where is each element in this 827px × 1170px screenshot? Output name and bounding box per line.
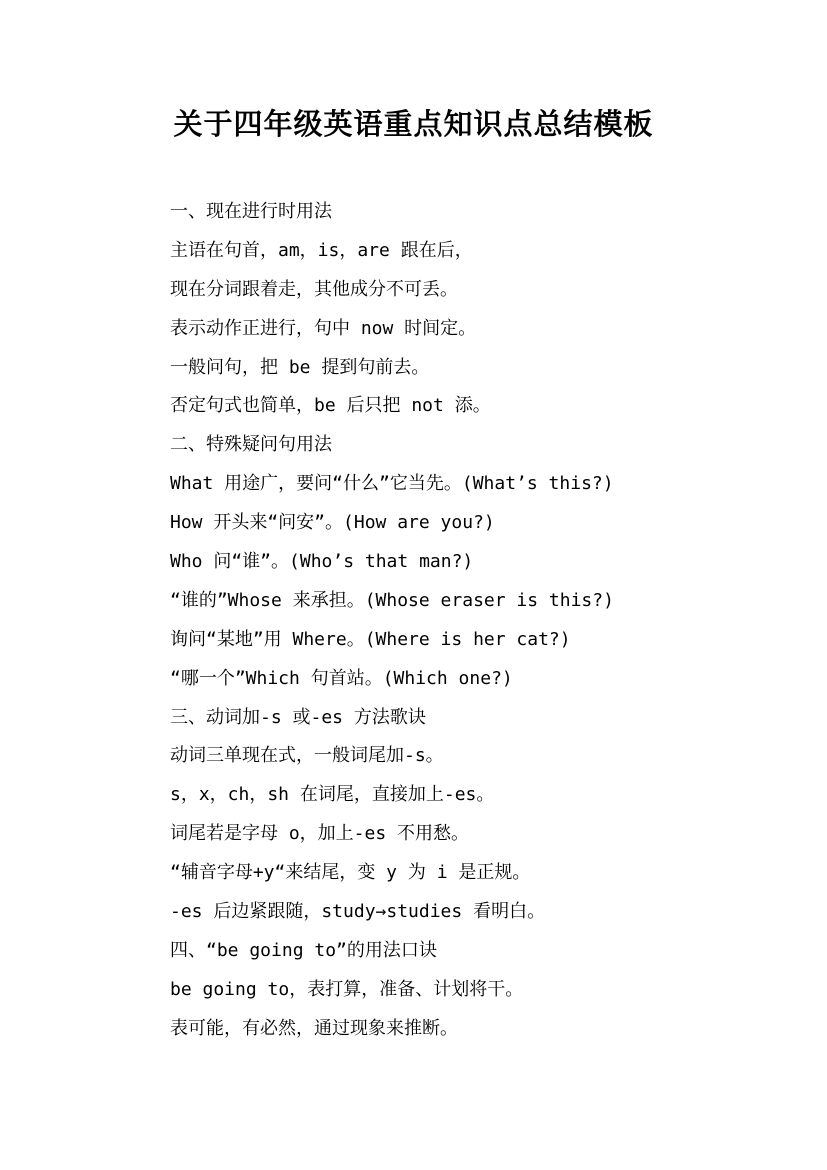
text-line: “辅音字母+y“来结尾，变 y 为 i 是正规。 xyxy=(170,862,531,884)
text-line: -es 后边紧跟随，study→studies 看明白。 xyxy=(170,901,546,923)
text-line: Who 问“谁”。(Who’s that man?) xyxy=(170,551,474,573)
text-line: be going to，表打算，准备、计划将干。 xyxy=(170,978,524,1000)
text-line: 询问“某地”用 Where。(Where is her cat?) xyxy=(170,628,571,650)
text-line: s，x，ch，sh 在词尾，直接加上-es。 xyxy=(170,784,495,806)
text-line: “哪一个”Which 句首站。(Which one?) xyxy=(170,667,513,689)
text-line: 动词三单现在式，一般词尾加-s。 xyxy=(170,745,444,767)
text-line: How 开头来“问安”。(How are you?) xyxy=(170,512,495,534)
section-heading: 二、特殊疑问句用法 xyxy=(170,434,332,456)
text-line: 表示动作正进行，句中 now 时间定。 xyxy=(170,317,477,339)
text-line: 词尾若是字母 o，加上-es 不用愁。 xyxy=(170,823,470,845)
text-line: What 用途广，要问“什么”它当先。(What’s this?) xyxy=(170,473,614,495)
section-heading: 三、动词加-s 或-es 方法歌诀 xyxy=(170,706,426,728)
text-line: 表可能，有必然，通过现象来推断。 xyxy=(170,1017,458,1039)
text-line: “谁的”Whose 来承担。(Whose eraser is this?) xyxy=(170,589,614,611)
section-heading: 四、“be going to”的用法口诀 xyxy=(170,939,437,961)
document-body xyxy=(170,193,810,1049)
text-line: 一般问句，把 be 提到句前去。 xyxy=(170,356,430,378)
text-line: 现在分词跟着走，其他成分不可丢。 xyxy=(170,278,458,300)
text-line: 主语在句首，am，is，are 跟在后， xyxy=(170,239,473,261)
section-heading: 一、现在进行时用法 xyxy=(170,201,332,222)
text-line: 否定句式也简单，be 后只把 not 添。 xyxy=(170,395,491,417)
document-title: 关于四年级英语重点知识点总结模板 xyxy=(173,107,654,141)
